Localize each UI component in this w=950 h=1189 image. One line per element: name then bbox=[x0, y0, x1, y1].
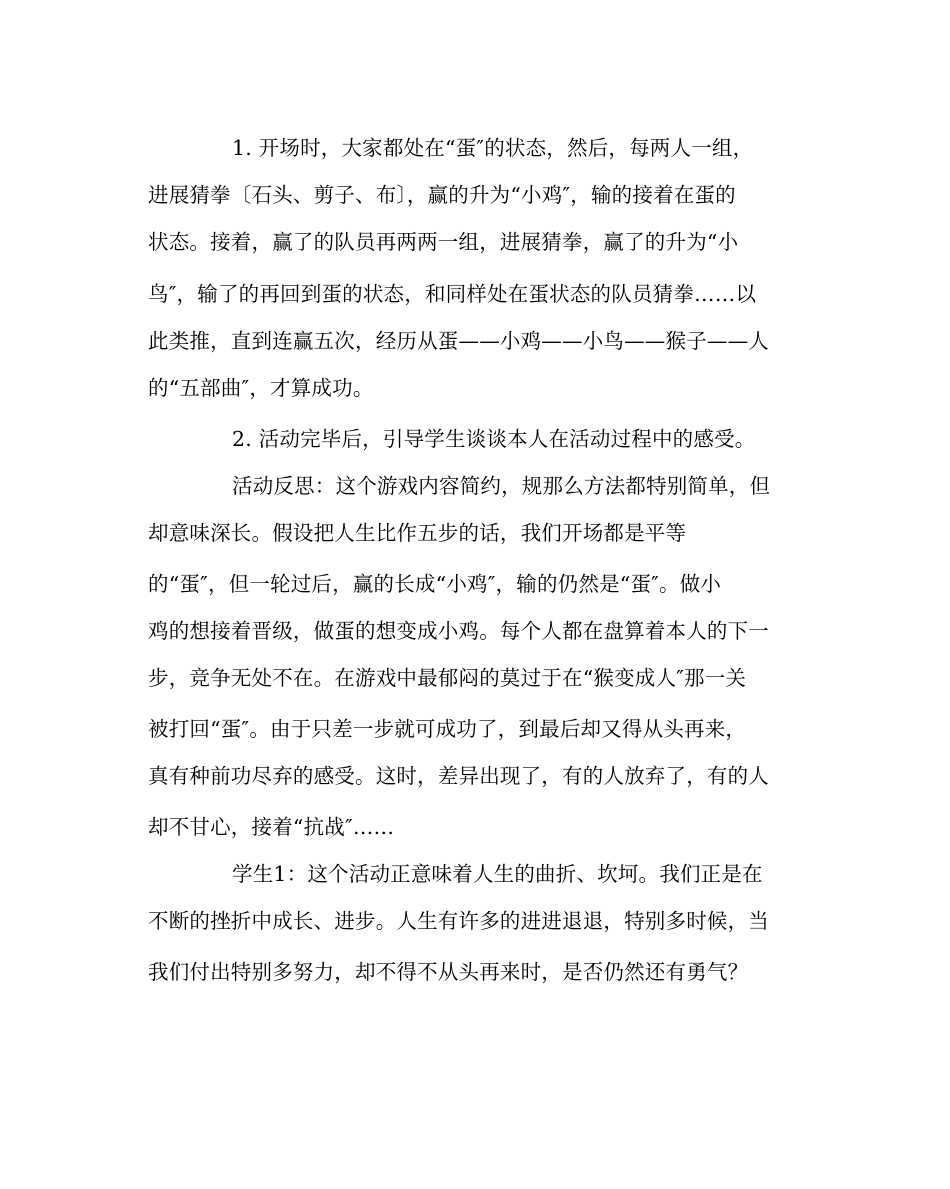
student-1-line-2: 不断的挫折中成长、进步。人生有许多的进进退退，特别多时候，当 bbox=[148, 909, 769, 933]
paragraph-1-line-2: 进展猜拳〔石头、剪子、布〕，赢的升为“小鸡″，输的接着在蛋的 bbox=[148, 183, 736, 207]
reflection-line-1: 活动反思：这个游戏内容简约，规那么方法都特别简单，但 bbox=[232, 474, 771, 498]
reflection-line-6: 被打回“蛋″。由于只差一步就可成功了，到最后却又得从头再来， bbox=[148, 717, 747, 741]
reflection-line-7: 真有种前功尽弃的感受。这时，差异出现了，有的人放弃了，有的人 bbox=[148, 764, 769, 788]
reflection-line-8: 却不甘心，接着“抗战″…… bbox=[148, 815, 395, 839]
reflection-line-2: 却意味深长。假设把人生比作五步的话，我们开场都是平等 bbox=[148, 521, 687, 545]
paragraph-1-line-1: 1. 开场时，大家都处在“蛋″的状态，然后，每两人一组， bbox=[232, 136, 754, 160]
paragraph-1-line-5: 此类推，直到连赢五次，经历从蛋——小鸡——小鸟——猴子——人 bbox=[148, 329, 769, 353]
paragraph-1-line-6: 的“五部曲″，才算成功。 bbox=[148, 376, 374, 400]
reflection-line-5: 步，竞争无处不在。在游戏中最郁闷的莫过于在“猴变成人″那一关 bbox=[148, 666, 747, 690]
student-1-line-3: 我们付出特别多努力，却不得不从头再来时，是否仍然还有勇气？ bbox=[148, 960, 749, 984]
paragraph-2-line-1: 2. 活动完毕后，引导学生谈谈本人在活动过程中的感受。 bbox=[232, 427, 756, 451]
reflection-line-4: 鸡的想接着晋级，做蛋的想变成小鸡。每个人都在盘算着本人的下一 bbox=[148, 619, 769, 643]
reflection-line-3: 的“蛋″，但一轮过后，赢的长成“小鸡″，输的仍然是“蛋″。做小 bbox=[148, 572, 722, 596]
paragraph-1-line-3: 状态。接着，赢了的队员再两两一组，进展猜拳，赢了的升为“小 bbox=[148, 230, 739, 254]
paragraph-1-line-4: 鸟″，输了的再回到蛋的状态，和同样处在蛋状态的队员猜拳……以 bbox=[148, 282, 757, 306]
student-1-line-1: 学生1：这个活动正意味着人生的曲折、坎坷。我们正是在 bbox=[232, 862, 763, 886]
